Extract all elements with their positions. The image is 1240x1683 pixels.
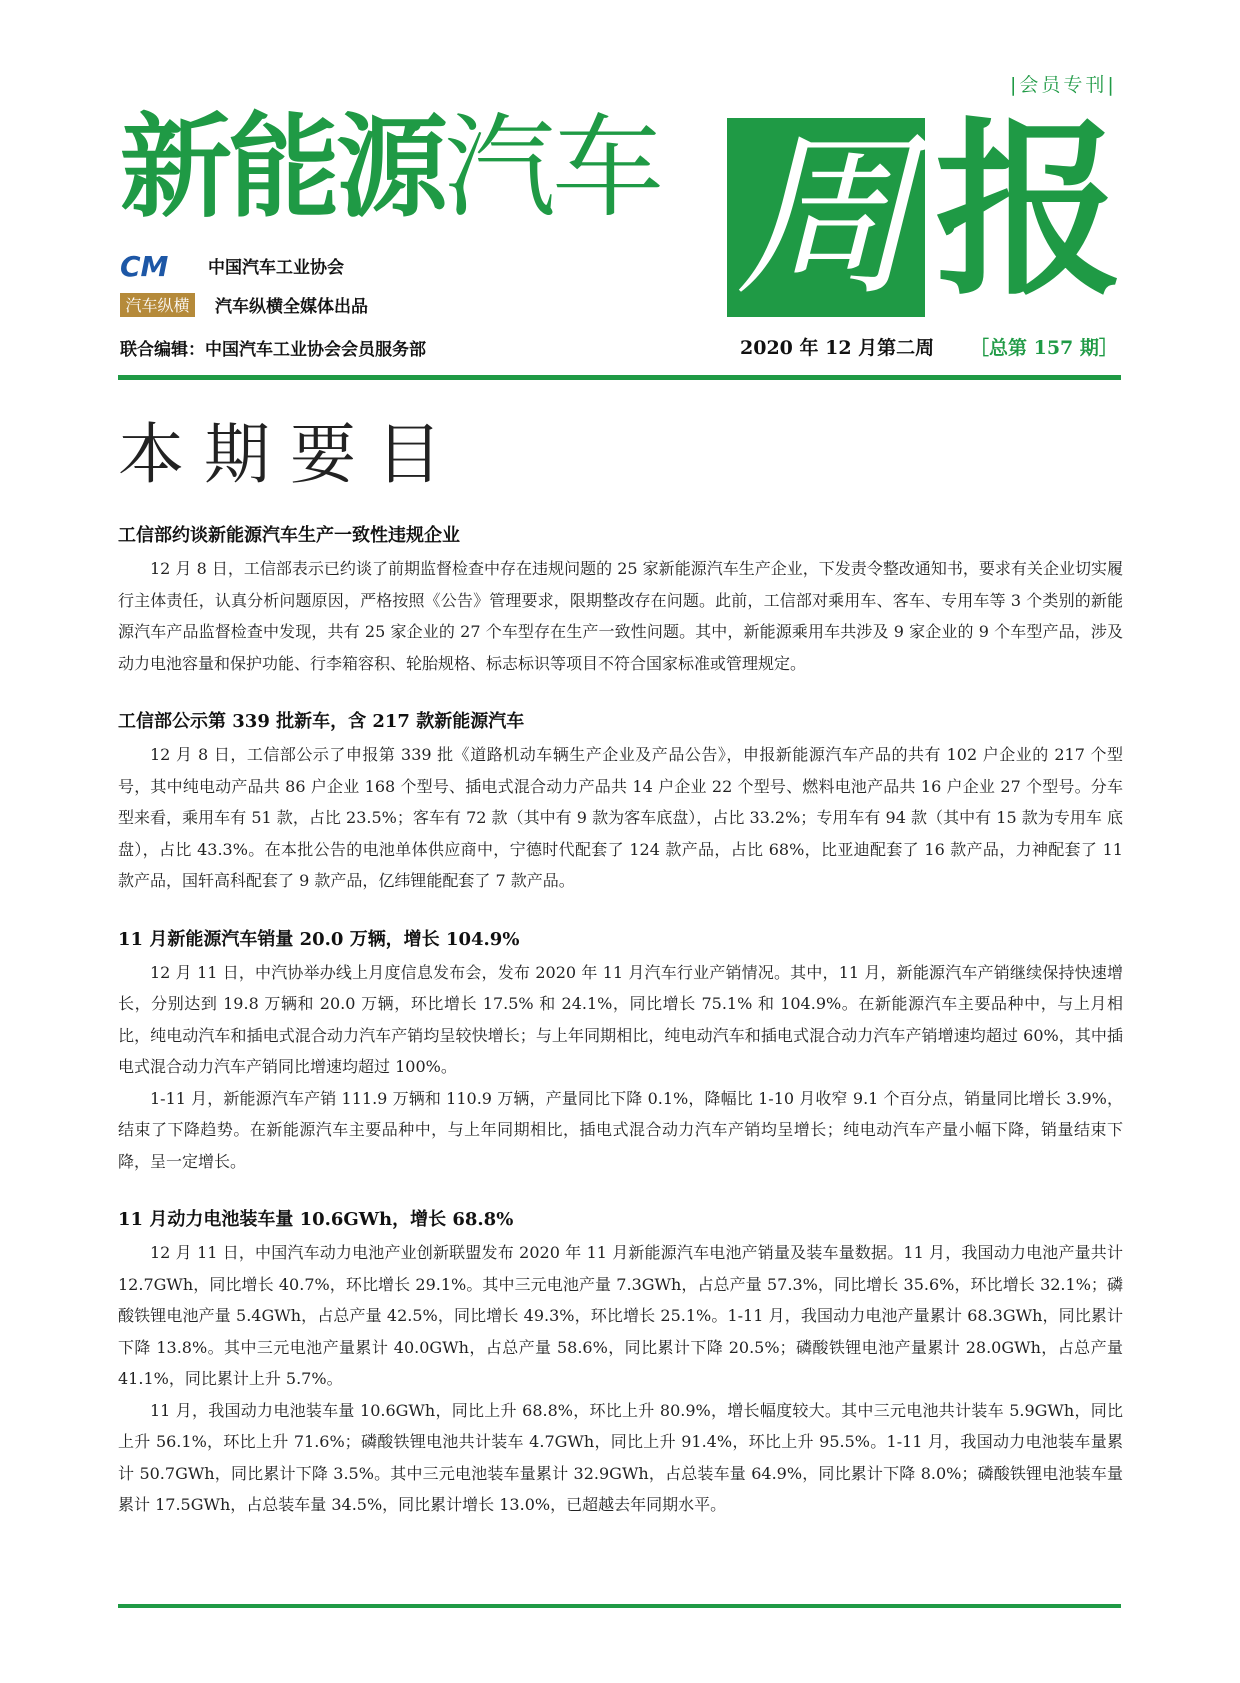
weekly-logo-box (727, 113, 925, 320)
article-paragraph: 12 月 11 日，中汽协举办线上月度信息发布会，发布 2020 年 11 月汽车行业产销情况。其中，11 月，新能源汽车产销继续保持快速增长，分别达到 19.8 万辆和 20.0 万辆，环比增长 17.5% 和 24.1%，同比增长 75.1% 和 104.9%。在新能源汽车主要品种中，与上月相比，纯电动汽车和插电式混合动力汽车产销均呈较快增长；与上年同期相比，纯电动汽车和插电式混合动力汽车产销增速均超过 60%，其中插电式混合动力汽车产销同比增速均超过 100%。 (118, 962, 1123, 1076)
masthead-title (120, 103, 660, 233)
issue-date: 2020 年 12 月第二周 (740, 337, 935, 359)
article-title: 工信部公示第 339 批新车，含 217 款新能源汽车 (118, 711, 525, 732)
article-paragraph: 11 月，我国动力电池装车量 10.6GWh，同比上升 68.8%，环比上升 80.9%，增长幅度较大。其中三元电池共计装车 5.9GWh，同比上升 56.1%，环比上升 71.6%；磷酸铁锂电池共计装车 4.7GWh，同比上升 91.4%，环比上升 95.5%。1-11 月，我国动力电池装车量累计 50.7GWh，同比累计下降 3.5%。其中三元电池装车量累计 32.9GWh，占总装车量 64.9%，同比累计下降 8.0%；磷酸铁锂电池装车量累计 17.5GWh，占总装车量 34.5%，同比累计增长 13.0%，已超越去年同期水平。 (118, 1400, 1123, 1514)
autoreview-logo: 汽车纵横 (120, 293, 195, 317)
article-2 (118, 705, 1123, 897)
weekly-char-1: 周 (735, 113, 913, 320)
article-paragraph: 12 月 8 日，工信部公示了申报第 339 批《道路机动车辆生产企业及产品公告》，申报新能源汽车产品的共有 102 户企业的 217 个型号，其中纯电动产品共 86 户企业 168 个型号、插电式混合动力产品共 14 户企业 22 个型号、燃料电池产品共 16 户企业 27 个型号。分车型来看，乘用车有 51 款，占比 23.5%；客车有 72 款（其中有 9 款为客车底盘），占比 33.2%；专用车有 94 款（其中有 15 款为专用车 底盘），占比 43.3%。在本批公告的电池单体供应商中，宁德时代配套了 124 款产品，占比 68%，比亚迪配套了 16 款产品，力神配套了 11 款产品，国轩高科配套了 9 款产品，亿纬锂能配套了 7 款产品。 (118, 745, 1123, 890)
article-4 (118, 1203, 1123, 1521)
org-name-autoreview: 汽车纵横全媒体出品 (215, 297, 368, 317)
article-title: 工信部约谈新能源汽车生产一致性违规企业 (118, 525, 460, 546)
article-1 (118, 519, 1123, 679)
caam-logo: CM (120, 250, 169, 283)
header-divider (118, 375, 1121, 380)
weekly-char-2: 报 (935, 102, 1123, 321)
article-paragraph: 1-11 月，新能源汽车产销 111.9 万辆和 110.9 万辆，产量同比下降 0.1%，降幅比 1-10 月收窄 9.1 个百分点，销量同比增长 3.9%，结束了下降趋势。在新能源汽车主要品种中，与上年同期相比，插电式混合动力汽车产销均呈增长；纯电动汽车产量小幅下降，销量结束下降，呈一定增长。 (118, 1088, 1123, 1171)
masthead-title-light: 汽车 (444, 103, 660, 233)
org-name-caam: 中国汽车工业协会 (208, 257, 344, 278)
joint-editor-line: 联合编辑：中国汽车工业协会会员服务部 (120, 340, 426, 360)
section-title: 本期要目 (118, 416, 462, 493)
article-paragraph: 12 月 11 日，中国汽车动力电池产业创新联盟发布 2020 年 11 月新能源汽车电池产销量及装车量数据。11 月，我国动力电池产量共计 12.7GWh，同比增长 40.7%，环比增长 29.1%。其中三元电池产量 7.3GWh，占总产量 57.3%，同比增长 35.6%，环比增长 32.1%；磷酸铁锂电池产量 5.4GWh，占总产量 42.5%，同比增长 49.3%，环比增长 25.1%。1-11 月，我国动力电池产量累计 68.3GWh，同比累计下降 13.8%。其中三元电池产量累计 40.0GWh，占总产量 58.6%，同比累计下降 20.5%；磷酸铁锂电池产量累计 28.0GWh，占总产量 41.1%，同比累计上升 5.7%。 (118, 1243, 1123, 1388)
member-edition-tag: |会员专刊| (1010, 74, 1117, 96)
issue-number: ［总第 157 期］ (970, 337, 1118, 359)
article-paragraph: 12 月 8 日，工信部表示已约谈了前期监督检查中存在违规问题的 25 家新能源汽车生产企业，下发责令整改通知书，要求有关企业切实履行主体责任，认真分析问题原因，严格按照《公告》管理要求，限期整改存在问题。此前，工信部对乘用车、客车、专用车等 3 个类别的新能源汽车产品监督检查中发现，共有 25 家企业的 27 个车型存在生产一致性问题。其中，新能源乘用车共涉及 9 家企业的 9 个车型产品，涉及动力电池容量和保护功能、行李箱容积、轮胎规格、标志标识等项目不符合国家标准或管理规定。 (118, 559, 1123, 673)
article-3 (118, 923, 1123, 1178)
article-title: 11 月新能源汽车销量 20.0 万辆，增长 104.9% (118, 928, 520, 950)
masthead-title-bold: 新能源 (120, 103, 444, 233)
org-row-caam (120, 250, 344, 283)
org-row-autoreview (120, 292, 368, 317)
footer-divider (118, 1604, 1121, 1608)
article-list (118, 519, 1123, 1547)
article-title: 11 月动力电池装车量 10.6GWh，增长 68.8% (118, 1209, 514, 1230)
